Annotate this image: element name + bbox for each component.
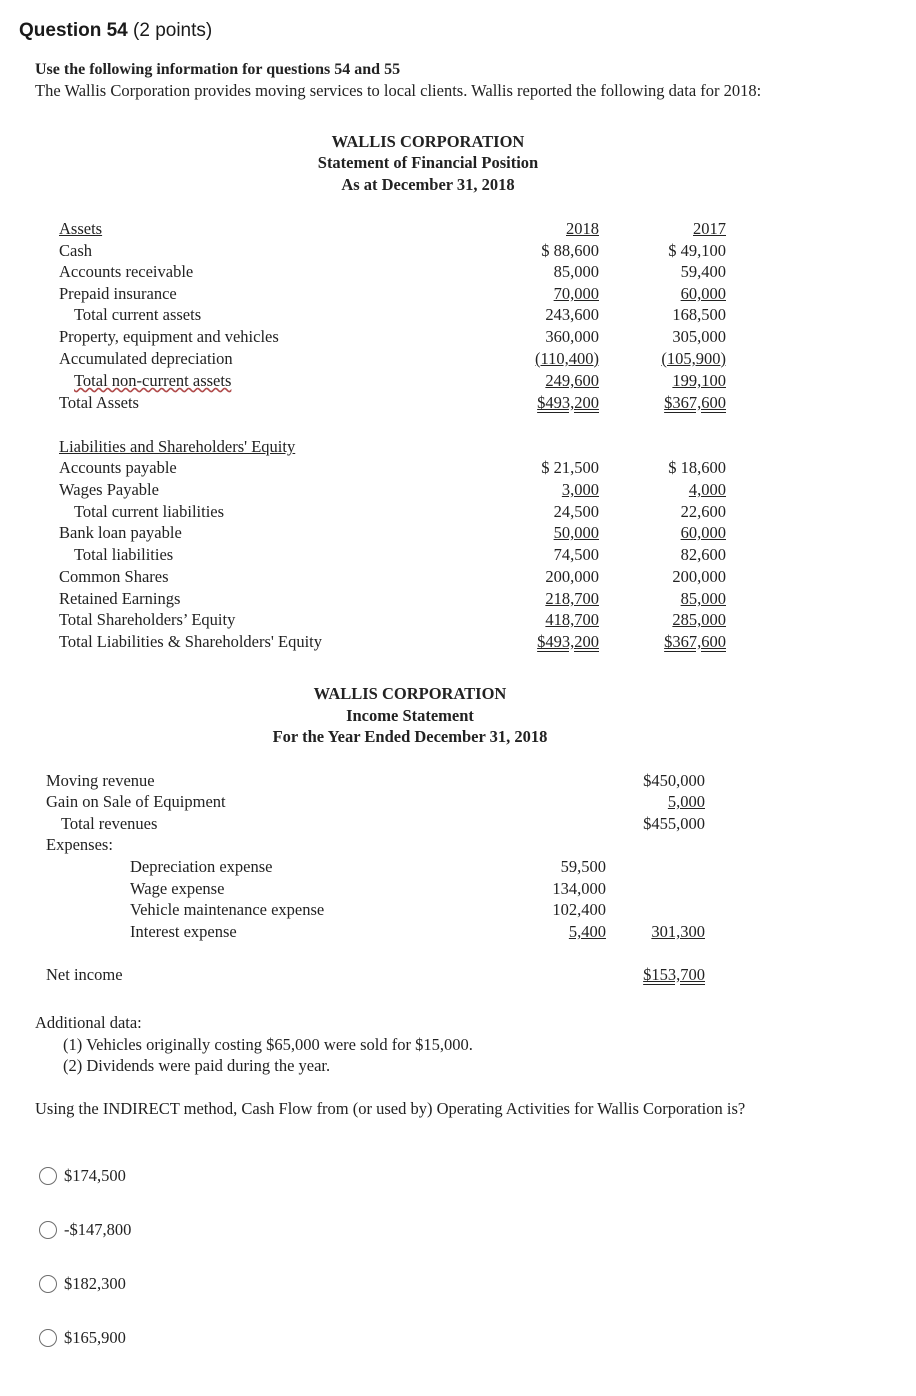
bs-row-label: Prepaid insurance xyxy=(59,284,177,303)
answer-option[interactable] xyxy=(39,1166,126,1186)
bs-title-date: As at December 31, 2018 xyxy=(341,175,515,194)
is-expense-label: Interest expense xyxy=(130,922,237,941)
is-moving-revenue-label: Moving revenue xyxy=(46,771,155,790)
bs-value-2017: 85,000 xyxy=(680,589,726,608)
bs-value-2017: 22,600 xyxy=(680,502,726,521)
bs-row-label: Wages Payable xyxy=(59,480,159,499)
bs-value-2018: 249,600 xyxy=(545,371,599,390)
bs-col-2017: 2017 xyxy=(693,219,726,238)
radio-button[interactable] xyxy=(39,1221,57,1239)
is-net-income-value: $153,700 xyxy=(643,965,705,984)
bs-row-label: Accumulated depreciation xyxy=(59,349,233,368)
is-expense-value: 5,400 xyxy=(568,922,606,941)
bs-liabilities-heading: Liabilities and Shareholders' Equity xyxy=(59,437,296,456)
answer-option[interactable] xyxy=(39,1220,131,1240)
bs-value-2017: 82,600 xyxy=(680,545,726,564)
radio-button[interactable] xyxy=(39,1167,57,1185)
answer-option-label: $174,500 xyxy=(64,1166,126,1185)
answer-option-label: $182,300 xyxy=(64,1274,126,1293)
bs-col-2018: 2018 xyxy=(566,219,599,238)
bs-value-2017: (105,900) xyxy=(661,349,726,368)
bs-title-statement: Statement of Financial Position xyxy=(317,153,539,172)
bs-value-2017: 60,000 xyxy=(680,523,726,542)
question-title xyxy=(19,20,212,42)
is-net-income-label: Net income xyxy=(46,965,123,984)
bs-value-2018: 243,600 xyxy=(545,305,599,324)
bs-value-2017: 199,100 xyxy=(672,371,726,390)
bs-value-2018: $493,200 xyxy=(537,632,599,651)
bs-value-2018: 74,500 xyxy=(553,545,599,564)
answer-option-label: $165,900 xyxy=(64,1328,126,1347)
bs-assets-heading: Assets xyxy=(59,219,103,238)
answer-option[interactable] xyxy=(39,1328,126,1348)
bs-row-label: Accounts receivable xyxy=(59,262,194,281)
additional-item: (2) Dividends were paid during the year. xyxy=(63,1056,331,1075)
bs-row-label: Total Shareholders’ Equity xyxy=(59,610,236,629)
bs-row-label-total-noncurrent xyxy=(74,370,231,392)
bs-value-2017: 168,500 xyxy=(672,305,726,324)
bs-value-2017: $ 49,100 xyxy=(668,241,726,260)
is-expense-label: Vehicle maintenance expense xyxy=(130,900,325,919)
is-title-statement: Income Statement xyxy=(346,706,474,725)
bs-value-2018: 360,000 xyxy=(545,327,599,346)
is-title-company: WALLIS CORPORATION xyxy=(313,684,507,703)
is-expense-value: 134,000 xyxy=(552,879,606,898)
is-title-period: For the Year Ended December 31, 2018 xyxy=(272,727,548,746)
is-total-revenues-value: $455,000 xyxy=(643,814,705,833)
is-expense-value: 102,400 xyxy=(552,900,606,919)
bs-value-2018: 418,700 xyxy=(545,610,599,629)
is-total-revenues-label: Total revenues xyxy=(61,814,158,833)
bs-row-label: Total non-current assets xyxy=(74,371,232,390)
bs-value-2017: $ 18,600 xyxy=(668,458,726,477)
bs-value-2018: $493,200 xyxy=(537,393,599,412)
question-label: Question 54 xyxy=(19,20,128,41)
radio-button[interactable] xyxy=(39,1275,57,1293)
bs-row-label: Total liabilities xyxy=(74,545,174,564)
bs-row-label: Common Shares xyxy=(59,567,169,586)
bs-value-2017: 59,400 xyxy=(680,262,726,281)
bs-value-2018: 3,000 xyxy=(561,480,599,499)
bs-value-2018: 218,700 xyxy=(545,589,599,608)
answer-option-label: -$147,800 xyxy=(64,1220,132,1239)
bs-value-2018: 50,000 xyxy=(553,523,599,542)
bs-value-2018: $ 88,600 xyxy=(541,241,599,260)
is-moving-revenue-value: $450,000 xyxy=(643,771,705,790)
is-expense-value: 59,500 xyxy=(560,857,606,876)
bs-value-2018: 200,000 xyxy=(545,567,599,586)
is-total-expenses-value: 301,300 xyxy=(651,922,705,941)
bs-row-label: Total Assets xyxy=(59,393,139,412)
is-expense-label: Wage expense xyxy=(130,879,225,898)
bs-value-2017: 4,000 xyxy=(688,480,726,499)
bs-value-2018: 85,000 xyxy=(553,262,599,281)
bs-row-label: Total Liabilities & Shareholders' Equity xyxy=(59,632,323,651)
bs-row-label: Accounts payable xyxy=(59,458,177,477)
bs-row-label: Property, equipment and vehicles xyxy=(59,327,279,346)
bs-value-2018: $ 21,500 xyxy=(541,458,599,477)
bs-value-2018: (110,400) xyxy=(534,349,599,368)
radio-button[interactable] xyxy=(39,1329,57,1347)
additional-item: (1) Vehicles originally costing $65,000 were sold for $15,000. xyxy=(63,1035,473,1054)
intro-text: The Wallis Corporation provides moving services to local clients. Wallis reported the following data for 2018: xyxy=(35,81,762,100)
bs-value-2017: 305,000 xyxy=(672,327,726,346)
bs-value-2017: 285,000 xyxy=(672,610,726,629)
bs-row-label: Total current liabilities xyxy=(74,502,225,521)
bs-value-2018: 70,000 xyxy=(553,284,599,303)
intro-heading: Use the following information for questions 54 and 55 xyxy=(35,61,401,78)
is-expenses-label: Expenses: xyxy=(46,835,113,854)
bs-row-label: Retained Earnings xyxy=(59,589,181,608)
additional-heading: Additional data: xyxy=(35,1013,142,1032)
bs-row-label: Total current assets xyxy=(74,305,202,324)
is-expense-label: Depreciation expense xyxy=(130,857,273,876)
bs-row-label: Bank loan payable xyxy=(59,523,182,542)
bs-value-2018: 24,500 xyxy=(553,502,599,521)
bs-value-2017: $367,600 xyxy=(664,632,726,651)
bs-value-2017: 200,000 xyxy=(672,567,726,586)
question-prompt: Using the INDIRECT method, Cash Flow from (or used by) Operating Activities for Wallis Corporation is? xyxy=(35,1099,746,1118)
is-gain-value: 5,000 xyxy=(667,792,705,811)
answer-option[interactable] xyxy=(39,1274,126,1294)
bs-row-label: Cash xyxy=(59,241,92,260)
bs-value-2017: $367,600 xyxy=(664,393,726,412)
bs-value-2017: 60,000 xyxy=(680,284,726,303)
question-points: (2 points) xyxy=(133,20,213,41)
bs-title-company: WALLIS CORPORATION xyxy=(331,132,525,151)
is-gain-label: Gain on Sale of Equipment xyxy=(46,792,226,811)
